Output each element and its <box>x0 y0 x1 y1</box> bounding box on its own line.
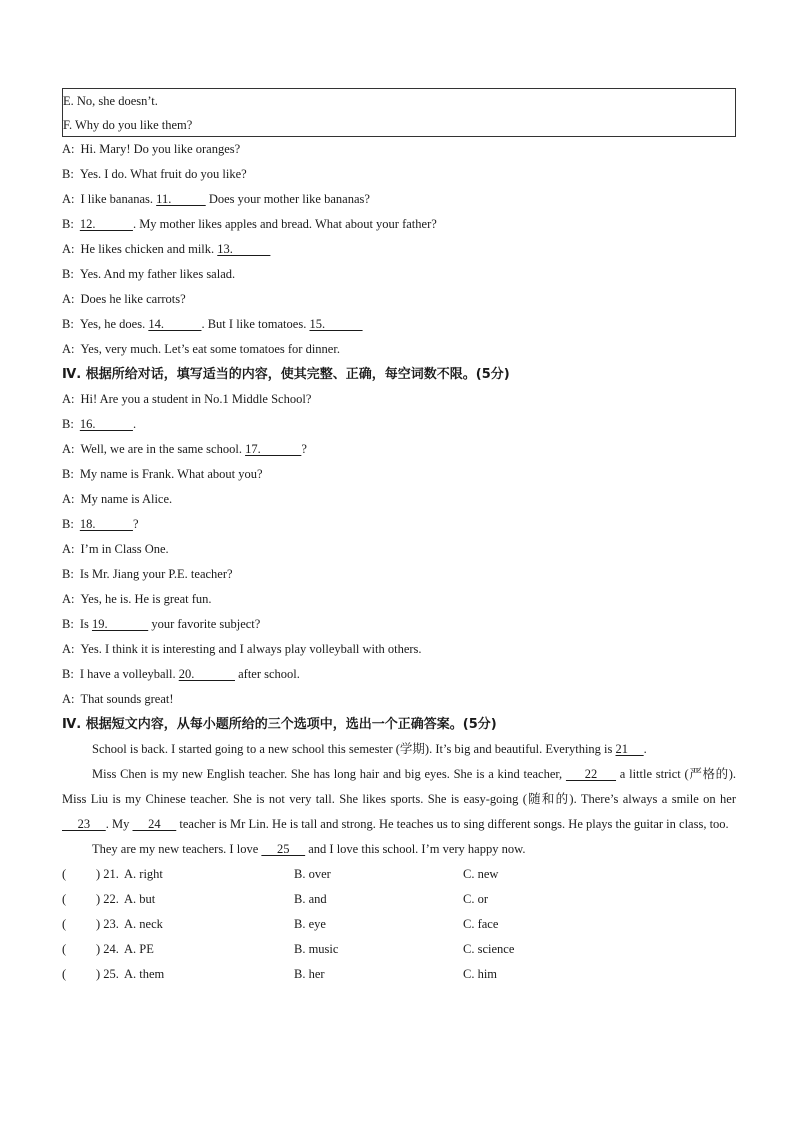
dialogue-line: A: Yes. I think it is interesting and I always play volleyball with others. <box>62 642 422 656</box>
dialogue-line: A: I’m in Class One. <box>62 542 169 556</box>
section-title: Ⅳ. 根据所给对话，填写适当的内容，使其完整、正确，每空词数不限。(5分) <box>62 367 510 382</box>
answer-paren[interactable]: ( <box>62 942 67 956</box>
option-b[interactable]: B. her <box>294 967 325 981</box>
answer-blank-13[interactable]: 13. <box>217 242 271 256</box>
option-a[interactable]: A. them <box>124 967 165 981</box>
dialogue-line: A: My name is Alice. <box>62 492 173 506</box>
dialogue-line: A: Does he like carrots? <box>62 292 186 306</box>
dialogue-line: A: Hi! Are you a student in No.1 Middle School? <box>62 392 312 406</box>
dialogue-line: A: Well, we are in the same school. 17. ? <box>62 442 307 456</box>
dialogue-line: B: 16. . <box>62 417 137 431</box>
option-c[interactable]: C. face <box>463 917 499 931</box>
answer-paren[interactable]: ( <box>62 867 67 881</box>
answer-blank-16[interactable]: 16. <box>79 417 133 431</box>
option-c[interactable]: C. him <box>463 967 498 981</box>
question-number: ) 21. <box>96 867 119 881</box>
dialogue-line: A: That sounds great! <box>62 692 174 706</box>
answer-blank-24[interactable]: 24 <box>132 817 177 831</box>
option-b[interactable]: B. over <box>294 867 331 881</box>
question-row <box>62 887 736 912</box>
option-c[interactable]: C. science <box>463 942 515 956</box>
options-box <box>62 88 736 137</box>
passage-paragraph: Miss Chen is my new English teacher. She has long hair and big eyes. She is a kind teacher, 22 a little strict (严格的). Miss Liu is my Chinese teacher. She is not very tall. She likes sports. She is easy-going (随和的). There’s always a smile on her 23 . My 24 teacher is Mr Lin. He is tall and strong. He teaches us to sing different songs. He plays the guitar in class, too. <box>62 767 737 831</box>
answer-blank-20[interactable]: 20. <box>178 667 235 681</box>
dialogue-line: A: I like bananas. 11. Does your mother like bananas? <box>62 192 370 206</box>
option-c[interactable]: C. or <box>463 892 488 906</box>
dialogue-line: A: Hi. Mary! Do you like oranges? <box>62 142 241 156</box>
dialogue-line: A: He likes chicken and milk. 13. <box>62 242 271 256</box>
option-a[interactable]: A. but <box>124 892 156 906</box>
answer-blank-12[interactable]: 12. <box>79 217 133 231</box>
answer-blank-17[interactable]: 17. <box>245 442 302 456</box>
question-number: ) 22. <box>96 892 119 906</box>
dialogue-line: B: My name is Frank. What about you? <box>62 467 263 481</box>
answer-blank-25[interactable]: 25 <box>261 842 306 856</box>
answer-blank-21[interactable]: 21 <box>615 742 644 756</box>
worksheet-page <box>62 88 736 987</box>
passage-paragraph: They are my new teachers. I love 25 and I love this school. I’m very happy now. <box>92 842 526 856</box>
dialogue-line: B: I have a volleyball. 20. after school. <box>62 667 300 681</box>
dialogue-line: B: Is Mr. Jiang your P.E. teacher? <box>62 567 233 581</box>
dialogue-line: A: Yes, very much. Let’s eat some tomatoes for dinner. <box>62 342 340 356</box>
dialogue-line: B: Is 19. your favorite subject? <box>62 617 261 631</box>
option-b[interactable]: B. eye <box>294 917 326 931</box>
answer-blank-11[interactable]: 11. <box>156 192 206 206</box>
option-b[interactable]: B. and <box>294 892 327 906</box>
question-row <box>62 912 736 937</box>
option-c[interactable]: C. new <box>463 867 499 881</box>
answer-blank-19[interactable]: 19. <box>91 617 149 631</box>
passage <box>62 737 736 862</box>
option-a[interactable]: A. right <box>124 867 163 881</box>
answer-blank-15[interactable]: 15. <box>309 317 363 331</box>
dialogue-2 <box>62 387 736 712</box>
option-e: E. No, she doesn’t. <box>63 94 158 108</box>
dialogue-line: B: 18. ? <box>62 517 139 531</box>
section-title: Ⅳ. 根据短文内容，从每小题所给的三个选项中，选出一个正确答案。(5分) <box>62 717 497 732</box>
question-row <box>62 962 736 987</box>
option-a[interactable]: A. neck <box>124 917 163 931</box>
question-number: ) 25. <box>96 967 119 981</box>
option-a[interactable]: A. PE <box>124 942 154 956</box>
passage-paragraph: School is back. I started going to a new school this semester (学期). It’s big and beautiful. Everything is 21 . <box>92 742 647 756</box>
dialogue-1 <box>62 137 736 362</box>
question-row <box>62 862 736 887</box>
dialogue-line: A: Yes, he is. He is great fun. <box>62 592 212 606</box>
answer-paren[interactable]: ( <box>62 892 67 906</box>
answer-blank-22[interactable]: 22 <box>565 767 617 781</box>
answer-blank-18[interactable]: 18. <box>79 517 133 531</box>
option-f: F. Why do you like them? <box>63 118 193 132</box>
question-number: ) 23. <box>96 917 119 931</box>
answer-blank-23[interactable]: 23 <box>62 817 106 831</box>
answer-paren[interactable]: ( <box>62 917 67 931</box>
question-list <box>62 862 736 987</box>
option-b[interactable]: B. music <box>294 942 339 956</box>
dialogue-line: B: Yes, he does. 14. . But I like tomatoes. 15. <box>62 317 363 331</box>
dialogue-line: B: 12. . My mother likes apples and bread. What about your father? <box>62 217 437 231</box>
question-number: ) 24. <box>96 942 119 956</box>
dialogue-line: B: Yes. And my father likes salad. <box>62 267 236 281</box>
answer-paren[interactable]: ( <box>62 967 67 981</box>
answer-blank-14[interactable]: 14. <box>148 317 202 331</box>
dialogue-line: B: Yes. I do. What fruit do you like? <box>62 167 247 181</box>
question-row <box>62 937 736 962</box>
